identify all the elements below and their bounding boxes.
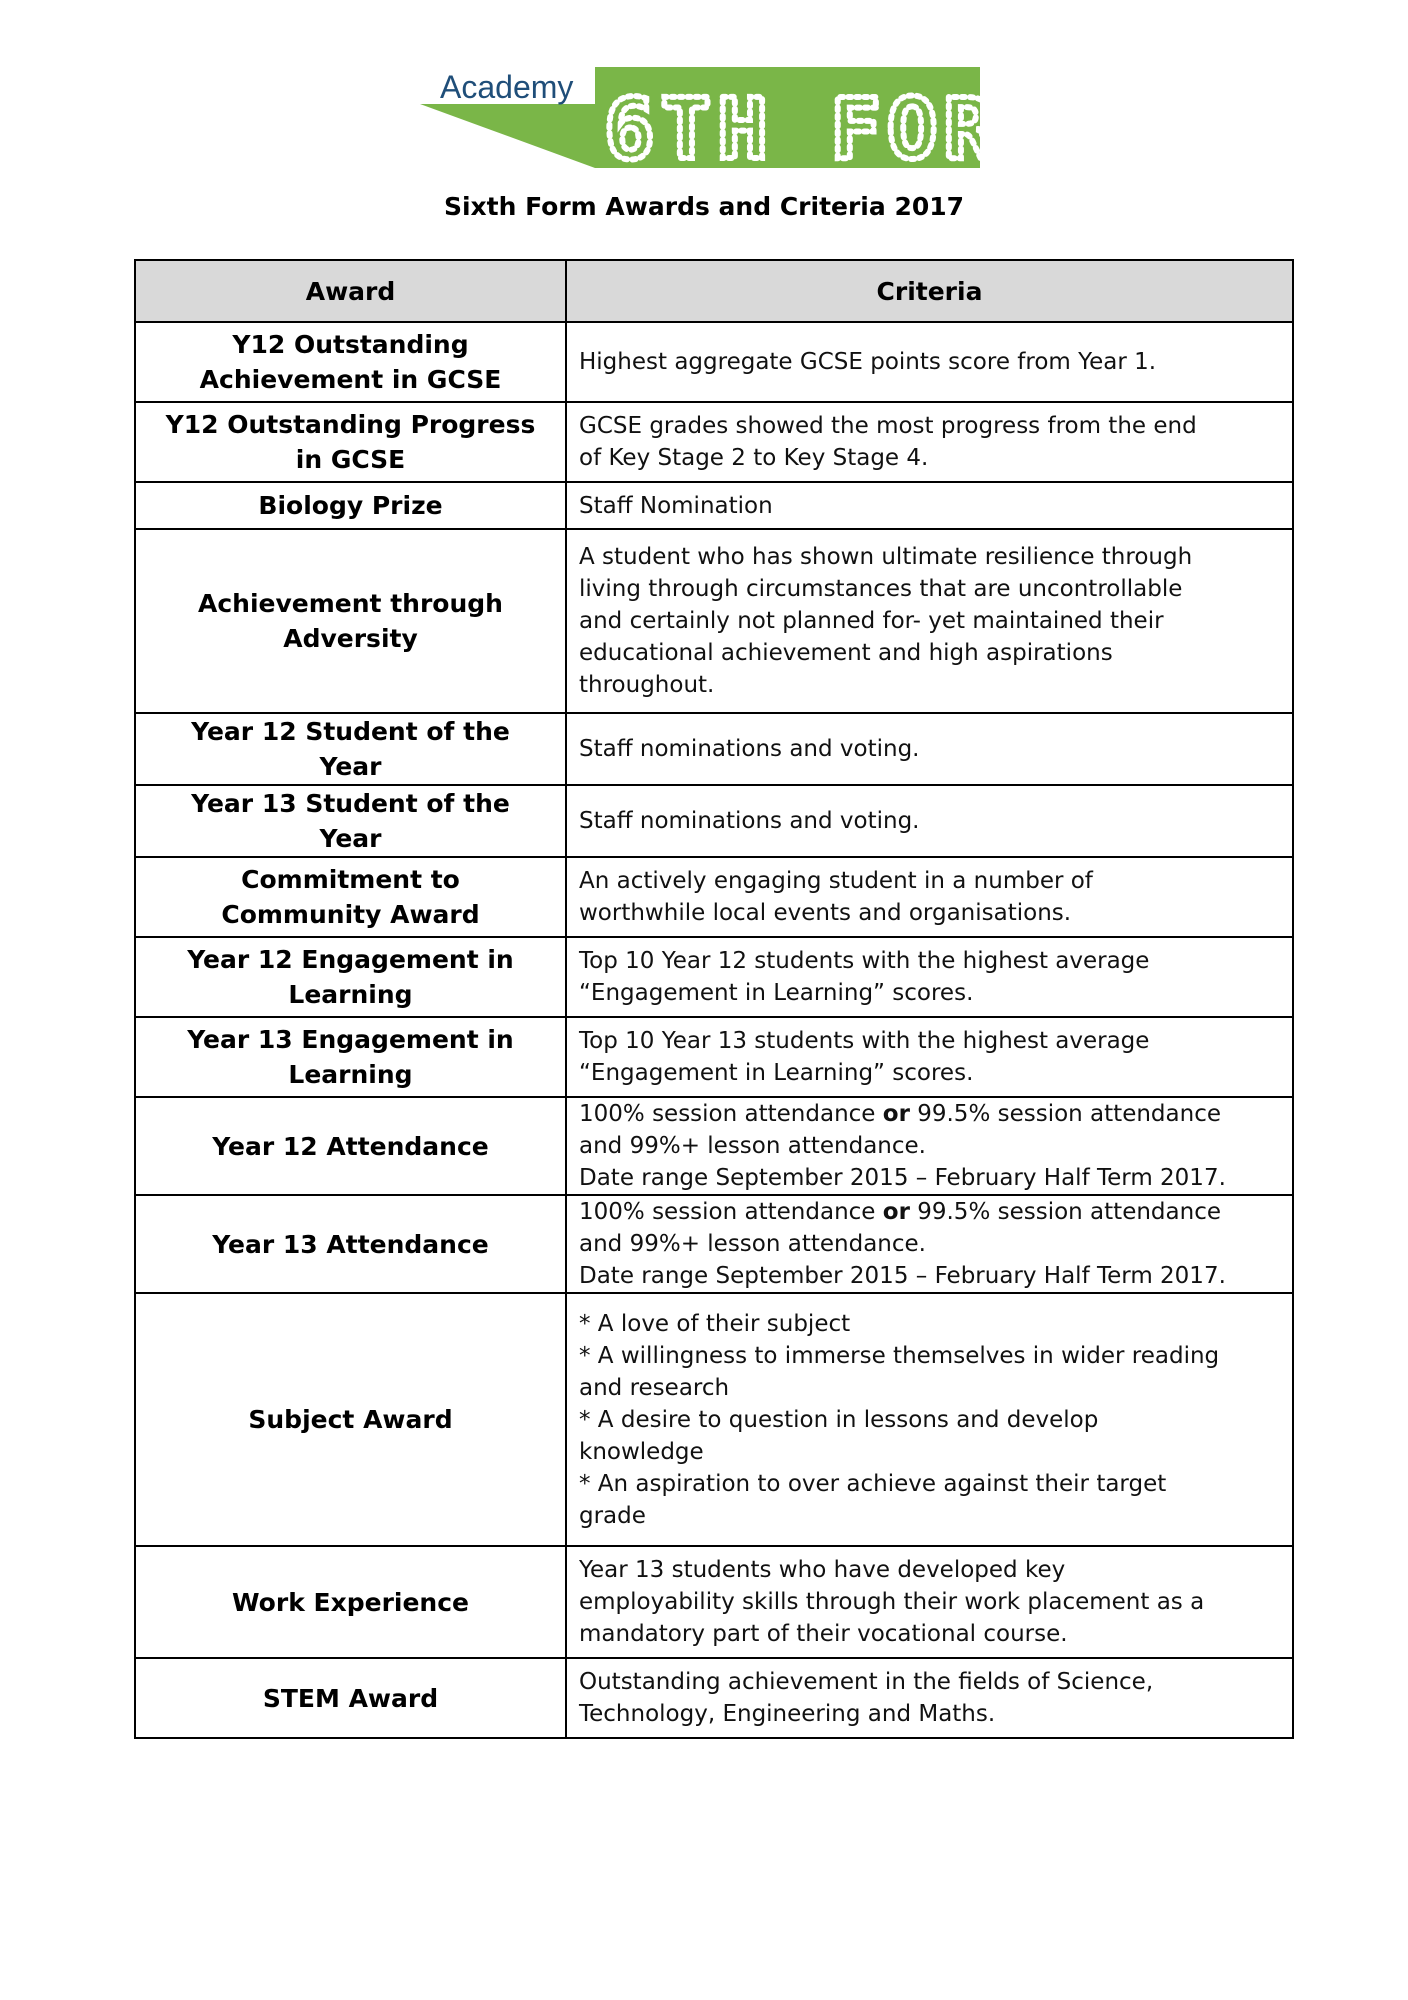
criteria-line: knowledge — [579, 1438, 704, 1465]
table-body — [135, 322, 1293, 1738]
table-row — [135, 402, 1293, 482]
page-title: Sixth Form Awards and Criteria 2017 — [443, 192, 965, 221]
criteria-line: and 99%+ lesson attendance. — [579, 1231, 926, 1257]
awards-criteria-table — [134, 259, 1294, 1739]
criteria-line: GCSE grades showed the most progress from the end — [579, 413, 1197, 439]
logo-sixth-form-text: 6TH FORM — [604, 80, 1057, 178]
criteria-line: and research — [579, 1374, 730, 1401]
criteria-line: and certainly not planned for- yet maintained their — [579, 608, 1164, 634]
criteria-line: * A desire to question in lessons and develop — [579, 1406, 1099, 1433]
criteria-line: throughout. — [579, 672, 715, 698]
award-criteria — [566, 1017, 1293, 1097]
award-name: Year 12 Student of the Year — [135, 713, 566, 785]
criteria-line: A student who has shown ultimate resilience through — [579, 544, 1193, 570]
award-name: Year 13 Student of the Year — [135, 785, 566, 857]
criteria-text-after: 99.5% session attendance — [909, 1199, 1221, 1225]
criteria-line — [579, 1196, 1282, 1228]
logo-graphic — [420, 66, 1057, 178]
criteria-line: * A love of their subject — [579, 1310, 851, 1337]
award-name: Year 12 Engagement in Learning — [135, 937, 566, 1017]
award-name: Year 13 Attendance — [135, 1195, 566, 1293]
table-row — [135, 1097, 1293, 1195]
criteria-line: “Engagement in Learning” scores. — [579, 1060, 974, 1086]
award-criteria — [566, 713, 1293, 785]
criteria-line: Top 10 Year 12 students with the highest average — [579, 948, 1150, 974]
criteria-line: * An aspiration to over achieve against their target — [579, 1470, 1167, 1497]
table-row — [135, 322, 1293, 402]
criteria-text-after: 99.5% session attendance — [909, 1101, 1221, 1127]
award-name: Commitment to Community Award — [135, 857, 566, 937]
table-row — [135, 713, 1293, 785]
award-criteria — [566, 322, 1293, 402]
criteria-text-bold: or — [882, 1101, 910, 1127]
award-name: Year 12 Attendance — [135, 1097, 566, 1195]
header-criteria: Criteria — [566, 260, 1293, 322]
award-name: STEM Award — [135, 1658, 566, 1738]
award-criteria — [566, 1658, 1293, 1738]
table-row — [135, 1017, 1293, 1097]
criteria-line: * A willingness to immerse themselves in wider reading — [579, 1342, 1220, 1369]
table-row — [135, 1293, 1293, 1546]
criteria-text-before: 100% session attendance — [579, 1101, 883, 1127]
criteria-line: Outstanding achievement in the fields of Science, — [579, 1669, 1154, 1695]
criteria-line: Year 13 students who have developed key — [579, 1557, 1066, 1583]
criteria-line: of Key Stage 2 to Key Stage 4. — [579, 445, 929, 471]
criteria-line: mandatory part of their vocational course. — [579, 1621, 1068, 1647]
award-criteria — [566, 1097, 1293, 1195]
table-row — [135, 1658, 1293, 1738]
award-criteria — [566, 1546, 1293, 1658]
criteria-line: Date range September 2015 – February Half Term 2017. — [579, 1263, 1226, 1289]
award-name: Subject Award — [135, 1293, 566, 1546]
criteria-line: Top 10 Year 13 students with the highest average — [579, 1028, 1150, 1054]
criteria-text-before: 100% session attendance — [579, 1199, 883, 1225]
award-name: Achievement through Adversity — [135, 529, 566, 713]
criteria-line: Staff nominations and voting. — [579, 808, 920, 834]
criteria-line: Highest aggregate GCSE points score from Year 1. — [579, 349, 1157, 375]
criteria-line: Technology, Engineering and Maths. — [579, 1701, 996, 1727]
award-criteria — [566, 1195, 1293, 1293]
criteria-line: grade — [579, 1502, 646, 1529]
award-criteria — [566, 402, 1293, 482]
award-name: Biology Prize — [135, 482, 566, 529]
criteria-line: employability skills through their work placement as a — [579, 1589, 1205, 1615]
criteria-line: living through circumstances that are uncontrollable — [579, 576, 1183, 602]
table-row — [135, 1546, 1293, 1658]
criteria-line: Staff nominations and voting. — [579, 736, 920, 762]
criteria-text-bold: or — [882, 1199, 910, 1225]
table-header-row — [135, 260, 1293, 322]
criteria-line — [579, 1098, 1282, 1130]
criteria-line: Staff Nomination — [579, 492, 773, 519]
header-award: Award — [135, 260, 566, 322]
table-row — [135, 1195, 1293, 1293]
table-row — [135, 937, 1293, 1017]
criteria-line: educational achievement and high aspirations — [579, 640, 1113, 666]
award-criteria — [566, 482, 1293, 529]
award-name: Year 13 Engagement in Learning — [135, 1017, 566, 1097]
table-row — [135, 482, 1293, 529]
logo-academy-text: Academy — [440, 69, 574, 105]
table-row — [135, 529, 1293, 713]
criteria-line: and 99%+ lesson attendance. — [579, 1133, 926, 1159]
award-name: Y12 Outstanding Achievement in GCSE — [135, 322, 566, 402]
award-criteria — [566, 1293, 1293, 1546]
award-criteria — [566, 785, 1293, 857]
award-name: Y12 Outstanding Progress in GCSE — [135, 402, 566, 482]
award-criteria — [566, 937, 1293, 1017]
criteria-line: worthwhile local events and organisations. — [579, 900, 1072, 926]
table-row — [135, 785, 1293, 857]
criteria-line: “Engagement in Learning” scores. — [579, 980, 974, 1006]
criteria-line: An actively engaging student in a number of — [579, 868, 1093, 894]
academy-sixth-form-logo — [420, 66, 1057, 178]
award-criteria — [566, 529, 1293, 713]
award-name: Work Experience — [135, 1546, 566, 1658]
criteria-line: Date range September 2015 – February Half Term 2017. — [579, 1165, 1226, 1191]
award-criteria — [566, 857, 1293, 937]
table-row — [135, 857, 1293, 937]
